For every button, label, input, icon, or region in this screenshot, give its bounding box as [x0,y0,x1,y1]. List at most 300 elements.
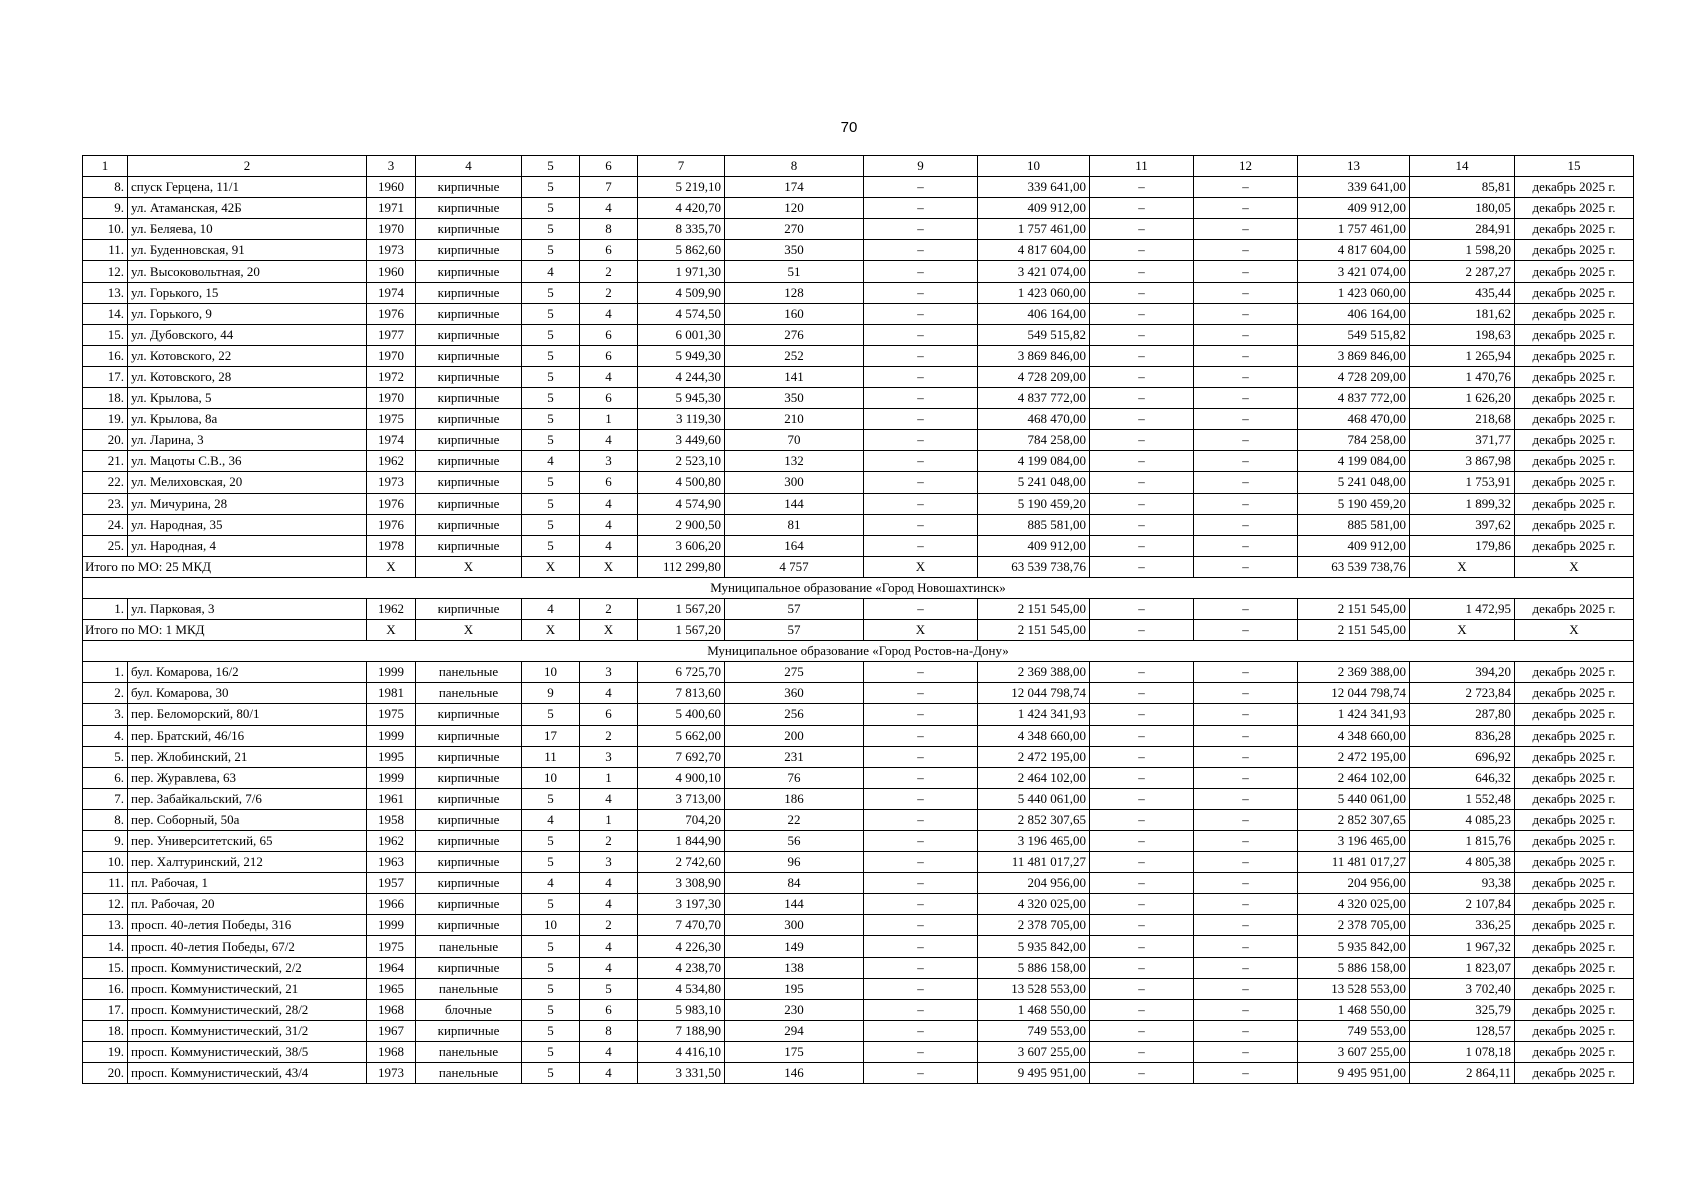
table-cell: – [864,936,978,957]
table-cell: 6 [580,240,638,261]
column-number-cell: 7 [638,156,725,177]
table-cell: – [1090,240,1194,261]
table-cell: 252 [725,345,864,366]
total-cell: X [580,556,638,577]
table-cell: 3 [580,451,638,472]
table-cell: – [1194,809,1298,830]
table-cell: – [1090,535,1194,556]
table-cell: 4 [522,598,580,619]
table-cell: – [1090,366,1194,387]
table-cell: спуск Герцена, 11/1 [128,177,367,198]
table-cell: декабрь 2025 г. [1515,409,1634,430]
total-label: Итого по МО: 1 МКД [83,620,367,641]
table-cell: 339 641,00 [1298,177,1410,198]
table-cell: 4 728 209,00 [978,366,1090,387]
table-cell: – [1194,514,1298,535]
table-cell: 5 886 158,00 [1298,957,1410,978]
table-cell: 3 421 074,00 [1298,261,1410,282]
table-cell: ул. Мелиховская, 20 [128,472,367,493]
table-cell: кирпичные [416,219,522,240]
table-row [83,1063,1634,1084]
table-cell: панельные [416,662,522,683]
table-cell: кирпичные [416,409,522,430]
table-cell: – [864,957,978,978]
table-row [83,261,1634,282]
table-cell: – [864,598,978,619]
table-cell: – [864,219,978,240]
table-cell: 5 [522,240,580,261]
table-cell: 5 662,00 [638,725,725,746]
total-cell: X [522,620,580,641]
table-cell: 9 495 951,00 [978,1063,1090,1084]
table-cell: кирпичные [416,472,522,493]
table-cell: 5 [522,535,580,556]
table-cell: 1976 [367,514,416,535]
table-cell: 144 [725,894,864,915]
table-cell: 6. [83,767,128,788]
table-cell: ул. Мичурина, 28 [128,493,367,514]
table-cell: 4 348 660,00 [978,725,1090,746]
table-cell: 218,68 [1410,409,1515,430]
total-cell: X [1410,620,1515,641]
column-number-cell: 11 [1090,156,1194,177]
table-cell: 10 [522,767,580,788]
table-cell: 174 [725,177,864,198]
table-cell: ул. Высоковольтная, 20 [128,261,367,282]
table-cell: – [864,809,978,830]
table-cell: 2 864,11 [1410,1063,1515,1084]
table-row [83,219,1634,240]
table-cell: 141 [725,366,864,387]
table-cell: 1977 [367,324,416,345]
table-cell: 4 [580,936,638,957]
column-number-cell: 9 [864,156,978,177]
table-cell: 21. [83,451,128,472]
table-cell: 70 [725,430,864,451]
table-cell: пер. Университетский, 65 [128,831,367,852]
table-cell: ул. Дубовского, 44 [128,324,367,345]
table-cell: 186 [725,788,864,809]
page-number: 70 [840,119,858,136]
table-row [83,282,1634,303]
table-row [83,936,1634,957]
table-cell: 1973 [367,240,416,261]
table-cell: декабрь 2025 г. [1515,873,1634,894]
table-cell: пер. Жлобинский, 21 [128,746,367,767]
table-cell: 9. [83,831,128,852]
table-cell: 5 219,10 [638,177,725,198]
table-cell: 1 468 550,00 [978,999,1090,1020]
table-cell: – [1194,177,1298,198]
table-cell: 3 607 255,00 [1298,1041,1410,1062]
table-cell: 146 [725,1063,864,1084]
table-cell: декабрь 2025 г. [1515,493,1634,514]
table-cell: 144 [725,493,864,514]
table-cell: 5 862,60 [638,240,725,261]
table-cell: 4 837 772,00 [978,388,1090,409]
table-cell: 2 742,60 [638,852,725,873]
table-cell: 204 956,00 [978,873,1090,894]
table-cell: 1 423 060,00 [978,282,1090,303]
table-cell: 836,28 [1410,725,1515,746]
table-cell: просп. Коммунистический, 21 [128,978,367,999]
table-row [83,662,1634,683]
table-cell: 11. [83,240,128,261]
table-cell: 18. [83,388,128,409]
table-cell: 7 [580,177,638,198]
table-cell: – [864,324,978,345]
table-cell: ул. Народная, 35 [128,514,367,535]
table-cell: декабрь 2025 г. [1515,514,1634,535]
table-cell: декабрь 2025 г. [1515,324,1634,345]
table-cell: 5 [522,1020,580,1041]
table-row [83,388,1634,409]
table-cell: 3. [83,704,128,725]
table-cell: декабрь 2025 г. [1515,999,1634,1020]
table-cell: – [864,1020,978,1041]
table-cell: декабрь 2025 г. [1515,261,1634,282]
table-cell: 9 [522,683,580,704]
table-cell: 7. [83,788,128,809]
table-cell: 3 196 465,00 [1298,831,1410,852]
table-cell: – [1194,451,1298,472]
total-cell: 63 539 738,76 [1298,556,1410,577]
table-cell: – [1090,767,1194,788]
table-cell: 1974 [367,430,416,451]
table-row [83,809,1634,830]
table-cell: 210 [725,409,864,430]
column-number-cell: 6 [580,156,638,177]
table-cell: 4 817 604,00 [1298,240,1410,261]
table-cell: 230 [725,999,864,1020]
table-cell: 6 [580,704,638,725]
table-cell: 17. [83,366,128,387]
table-cell: 2 [580,282,638,303]
table-cell: 5 190 459,20 [978,493,1090,514]
table-cell: просп. Коммунистический, 43/4 [128,1063,367,1084]
table-cell: – [864,493,978,514]
table-cell: декабрь 2025 г. [1515,198,1634,219]
table-cell: 1981 [367,683,416,704]
table-cell: ул. Народная, 4 [128,535,367,556]
table-row [83,1041,1634,1062]
total-cell: 2 151 545,00 [978,620,1090,641]
table-cell: 93,38 [1410,873,1515,894]
total-cell: 1 567,20 [638,620,725,641]
table-cell: 5 [522,388,580,409]
table-cell: 5 [522,936,580,957]
table-cell: кирпичные [416,451,522,472]
table-cell: ул. Атаманская, 42Б [128,198,367,219]
table-row [83,978,1634,999]
table-cell: 336,25 [1410,915,1515,936]
table-cell: 2 [580,261,638,282]
table-cell: 17 [522,725,580,746]
total-cell: X [1515,620,1634,641]
total-cell: – [1194,620,1298,641]
table-cell: кирпичные [416,282,522,303]
table-cell: 204 956,00 [1298,873,1410,894]
table-cell: 1999 [367,915,416,936]
table-cell: 138 [725,957,864,978]
table-cell: кирпичные [416,767,522,788]
table-cell: – [864,472,978,493]
table-cell: 397,62 [1410,514,1515,535]
table-cell: – [1194,999,1298,1020]
table-row [83,324,1634,345]
table-cell: 284,91 [1410,219,1515,240]
table-cell: 5 [522,366,580,387]
table-cell: 5 241 048,00 [978,472,1090,493]
table-row [83,303,1634,324]
table-cell: ул. Мацоты С.В., 36 [128,451,367,472]
table-cell: 3 [580,746,638,767]
table-cell: 1970 [367,388,416,409]
table-cell: 1 552,48 [1410,788,1515,809]
table-cell: – [1194,1063,1298,1084]
table-cell: 2 464 102,00 [1298,767,1410,788]
table-cell: 181,62 [1410,303,1515,324]
table-cell: 1975 [367,409,416,430]
table-cell: – [1090,388,1194,409]
table-cell: 5 [522,1041,580,1062]
table-cell: декабрь 2025 г. [1515,894,1634,915]
table-row [83,535,1634,556]
table-cell: декабрь 2025 г. [1515,683,1634,704]
table-cell: – [864,514,978,535]
table-cell: пер. Беломорский, 80/1 [128,704,367,725]
table-cell: 350 [725,388,864,409]
table-cell: 287,80 [1410,704,1515,725]
table-cell: – [1090,1020,1194,1041]
table-cell: – [1194,746,1298,767]
table-cell: декабрь 2025 г. [1515,472,1634,493]
table-cell: 5 [522,831,580,852]
table-cell: – [1090,852,1194,873]
table-cell: 1968 [367,1041,416,1062]
table-cell: 1 424 341,93 [1298,704,1410,725]
table-cell: декабрь 2025 г. [1515,303,1634,324]
table-cell: 11 [522,746,580,767]
table-cell: 4 416,10 [638,1041,725,1062]
table-cell: – [864,683,978,704]
table-cell: 51 [725,261,864,282]
table-cell: 1962 [367,598,416,619]
table-row [83,366,1634,387]
table-cell: 4 [522,261,580,282]
table-cell: – [1090,1063,1194,1084]
table-cell: кирпичные [416,493,522,514]
table-cell: 350 [725,240,864,261]
table-cell: кирпичные [416,261,522,282]
table-cell: 10. [83,219,128,240]
table-row [83,746,1634,767]
table-cell: – [864,999,978,1020]
table-cell: 2 523,10 [638,451,725,472]
table-cell: 4 500,80 [638,472,725,493]
table-cell: 1957 [367,873,416,894]
table-cell: 2 472 195,00 [978,746,1090,767]
table-cell: 15. [83,957,128,978]
table-cell: 4 [580,873,638,894]
table-cell: 76 [725,767,864,788]
table-cell: декабрь 2025 г. [1515,915,1634,936]
table-cell: 5 [522,999,580,1020]
table-cell: 2 378 705,00 [978,915,1090,936]
table-cell: 56 [725,831,864,852]
table-cell: кирпичные [416,198,522,219]
table-cell: 749 553,00 [1298,1020,1410,1041]
column-number-cell: 14 [1410,156,1515,177]
table-cell: 180,05 [1410,198,1515,219]
table-cell: 4 [580,366,638,387]
table-cell: 132 [725,451,864,472]
table-cell: 11. [83,873,128,894]
table-cell: – [1090,894,1194,915]
table-cell: 57 [725,598,864,619]
table-cell: 1 078,18 [1410,1041,1515,1062]
table-cell: 6 725,70 [638,662,725,683]
table-cell: – [864,366,978,387]
table-cell: 4 [580,894,638,915]
table-cell: 7 813,60 [638,683,725,704]
table-cell: 3 606,20 [638,535,725,556]
table-row [83,894,1634,915]
table-cell: – [1194,535,1298,556]
table-cell: – [864,451,978,472]
table-cell: 1 971,30 [638,261,725,282]
table-cell: 5 [522,177,580,198]
table-cell: декабрь 2025 г. [1515,831,1634,852]
table-cell: 6 001,30 [638,324,725,345]
table-cell: 4 [580,1041,638,1062]
table-cell: 5 [522,409,580,430]
table-cell: кирпичные [416,177,522,198]
table-cell: 5 [522,704,580,725]
table-cell: 468 470,00 [1298,409,1410,430]
table-cell: – [1090,324,1194,345]
table-cell: 5 [522,894,580,915]
table-cell: декабрь 2025 г. [1515,767,1634,788]
table-cell: – [1194,261,1298,282]
table-cell: – [864,788,978,809]
table-cell: 409 912,00 [978,198,1090,219]
table-cell: 12. [83,261,128,282]
table-cell: декабрь 2025 г. [1515,177,1634,198]
table-cell: 406 164,00 [978,303,1090,324]
table-row [83,177,1634,198]
table-cell: кирпичные [416,957,522,978]
table-cell: пер. Соборный, 50а [128,809,367,830]
table-cell: 5 [522,303,580,324]
table-cell: 23. [83,493,128,514]
table-cell: 4 199 084,00 [1298,451,1410,472]
table-cell: 14. [83,303,128,324]
table-cell: кирпичные [416,1020,522,1041]
table-cell: 2 472 195,00 [1298,746,1410,767]
table-cell: – [1090,683,1194,704]
column-number-cell: 3 [367,156,416,177]
table-cell: 5 241 048,00 [1298,472,1410,493]
table-cell: 12 044 798,74 [978,683,1090,704]
table-cell: 19. [83,409,128,430]
table-cell: 406 164,00 [1298,303,1410,324]
table-cell: 5 [580,978,638,999]
table-cell: 2 [580,725,638,746]
total-cell: X [367,620,416,641]
table-cell: 1967 [367,1020,416,1041]
table-cell: 18. [83,1020,128,1041]
table-cell: 1 [580,809,638,830]
table-cell: 13 528 553,00 [1298,978,1410,999]
table-cell: – [1090,303,1194,324]
table-body [83,156,1634,1084]
table-cell: 4 805,38 [1410,852,1515,873]
total-cell: 63 539 738,76 [978,556,1090,577]
table-cell: кирпичные [416,852,522,873]
table-cell: декабрь 2025 г. [1515,430,1634,451]
table-cell: 149 [725,936,864,957]
table-cell: 6 [580,472,638,493]
table-cell: 9 495 951,00 [1298,1063,1410,1084]
table-cell: декабрь 2025 г. [1515,366,1634,387]
table-cell: кирпичные [416,324,522,345]
table-cell: – [864,978,978,999]
table-cell: 371,77 [1410,430,1515,451]
table-cell: – [864,873,978,894]
table-cell: – [1090,809,1194,830]
table-cell: 256 [725,704,864,725]
table-cell: – [1090,472,1194,493]
table-cell: 468 470,00 [978,409,1090,430]
table-cell: – [1194,1041,1298,1062]
table-cell: – [1194,704,1298,725]
table-cell: – [1194,240,1298,261]
table-cell: 276 [725,324,864,345]
table-cell: 2 [580,598,638,619]
table-cell: декабрь 2025 г. [1515,1063,1634,1084]
column-number-row [83,156,1634,177]
table-cell: кирпичные [416,915,522,936]
table-cell: 646,32 [1410,767,1515,788]
table-cell: 3 197,30 [638,894,725,915]
table-cell: – [1090,451,1194,472]
table-cell: 5 [522,198,580,219]
table-cell: 1 470,76 [1410,366,1515,387]
table-cell: 270 [725,219,864,240]
table-cell: 1 753,91 [1410,472,1515,493]
table-cell: – [1194,345,1298,366]
table-cell: – [864,767,978,788]
table-cell: 22. [83,472,128,493]
table-cell: 5 440 061,00 [978,788,1090,809]
table-cell: 5 [522,430,580,451]
table-cell: 231 [725,746,864,767]
table-cell: 5. [83,746,128,767]
table-cell: 1999 [367,725,416,746]
table-cell: 4 [580,1063,638,1084]
table-cell: 1972 [367,366,416,387]
table-cell: 5 935 842,00 [978,936,1090,957]
total-cell: X [416,556,522,577]
table-cell: 1960 [367,261,416,282]
table-cell: 549 515,82 [1298,324,1410,345]
table-cell: 1 598,20 [1410,240,1515,261]
table-cell: 1 757 461,00 [1298,219,1410,240]
table-cell: 3 867,98 [1410,451,1515,472]
table-cell: 179,86 [1410,535,1515,556]
table-row [83,999,1634,1020]
